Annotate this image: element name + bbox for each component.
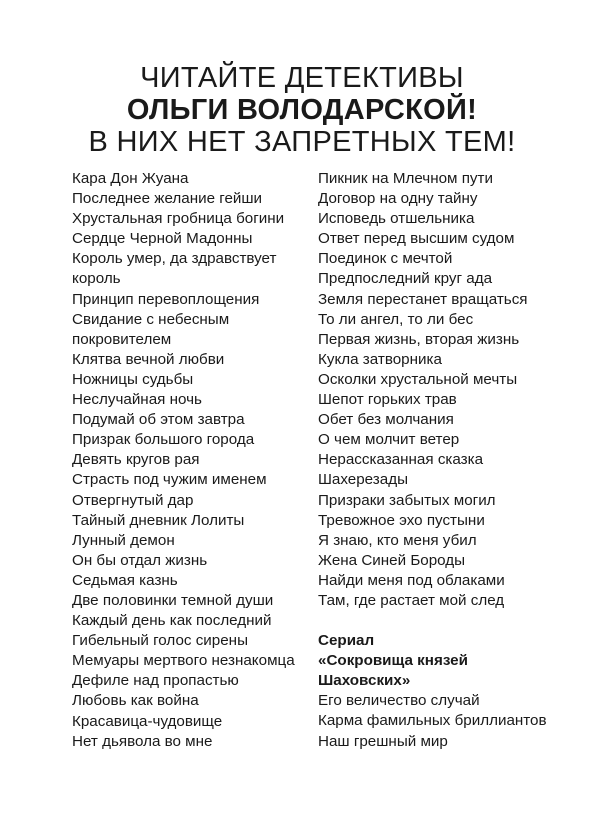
book-title: Лунный демон: [72, 531, 175, 549]
book-title: Седьмая казнь: [72, 571, 178, 589]
book-title: Исповедь отшельника: [318, 210, 475, 228]
book-title: Его величество случай: [318, 692, 480, 710]
book-title: Обет без молчания: [318, 411, 454, 429]
heading-line-1: ЧИТАЙТЕ ДЕТЕКТИВЫ: [140, 62, 464, 94]
book-title: То ли ангел, то ли бес: [318, 310, 474, 328]
book-title: Король умер, да здравствует король: [72, 250, 277, 288]
book-title: Мемуары мертвого незнакомца: [72, 652, 295, 670]
book-title: Красавица-чудовище: [72, 712, 223, 730]
book-title: Неслучайная ночь: [72, 391, 202, 409]
left-title-list: [72, 169, 302, 752]
series-name-line-2: Шаховских»: [318, 672, 411, 690]
book-title: Кара Дон Жуана: [72, 170, 189, 187]
book-title: Кукла затворника: [318, 350, 442, 368]
book-title: Призрак большого города: [72, 431, 255, 449]
book-title: Жена Синей Бороды: [318, 551, 466, 569]
book-title: Две половинки темной души: [72, 591, 274, 609]
book-title: Хрустальная гробница богини: [72, 210, 285, 228]
book-title: Страсть под чужим именем: [72, 471, 267, 489]
book-title: Он бы отдал жизнь: [72, 551, 208, 569]
book-title: Тревожное эхо пустыни: [318, 511, 485, 529]
book-title: Принцип перевоплощения: [72, 290, 260, 308]
book-title: Свидание с небесным покровителем: [72, 310, 230, 348]
book-title: Любовь как война: [72, 692, 199, 710]
book-title: Сердце Черной Мадонны: [72, 230, 253, 248]
book-title: Подумай об этом завтра: [72, 411, 245, 429]
book-title: Гибельный голос сирены: [72, 632, 248, 650]
book-title: Последнее желание гейши: [72, 190, 263, 208]
book-title: Нет дьявола во мне: [72, 732, 213, 750]
book-title: Пикник на Млечном пути: [318, 170, 493, 187]
book-title: Шахерезады: [318, 471, 408, 489]
book-title: Там, где растает мой след: [318, 591, 505, 609]
heading-line-3: В НИХ НЕТ ЗАПРЕТНЫХ ТЕМ!: [88, 126, 516, 158]
book-title: Призраки забытых могил: [318, 491, 496, 509]
book-title: Клятва вечной любви: [72, 350, 225, 368]
book-title: Поединок с мечтой: [318, 250, 453, 268]
book-title: Карма фамильных бриллиантов: [318, 712, 547, 730]
book-title: Я знаю, кто меня убил: [318, 531, 477, 549]
book-title: Нерассказанная сказка: [318, 451, 484, 469]
book-title: Наш грешный мир: [318, 732, 448, 750]
book-title: Ножницы судьбы: [72, 370, 194, 388]
page-heading: [0, 62, 604, 158]
heading-author-name: ОЛЬГИ ВОЛОДАРСКОЙ!: [126, 94, 478, 126]
book-title: Ответ перед высшим судом: [318, 230, 515, 248]
book-title: Дефиле над пропастью: [72, 672, 239, 690]
book-title: Отвергнутый дар: [72, 491, 194, 509]
book-title: О чем молчит ветер: [318, 431, 460, 449]
right-title-list: [318, 169, 558, 752]
book-title: Тайный дневник Лолиты: [72, 511, 245, 529]
book-title: Каждый день как последний: [72, 612, 272, 630]
book-title: Найди меня под облаками: [318, 571, 505, 589]
series-name-line-1: «Сокровища князей: [318, 652, 468, 670]
book-title: Шепот горьких трав: [318, 391, 457, 409]
book-title: Девять кругов рая: [72, 451, 200, 469]
book-title: Договор на одну тайну: [318, 190, 478, 208]
book-title: Осколки хрустальной мечты: [318, 370, 518, 388]
book-title: Предпоследний круг ада: [318, 270, 493, 288]
series-block: [318, 631, 558, 752]
series-label: Сериал: [318, 632, 375, 650]
book-title: Земля перестанет вращаться: [318, 290, 528, 308]
book-title: Первая жизнь, вторая жизнь: [318, 330, 520, 348]
